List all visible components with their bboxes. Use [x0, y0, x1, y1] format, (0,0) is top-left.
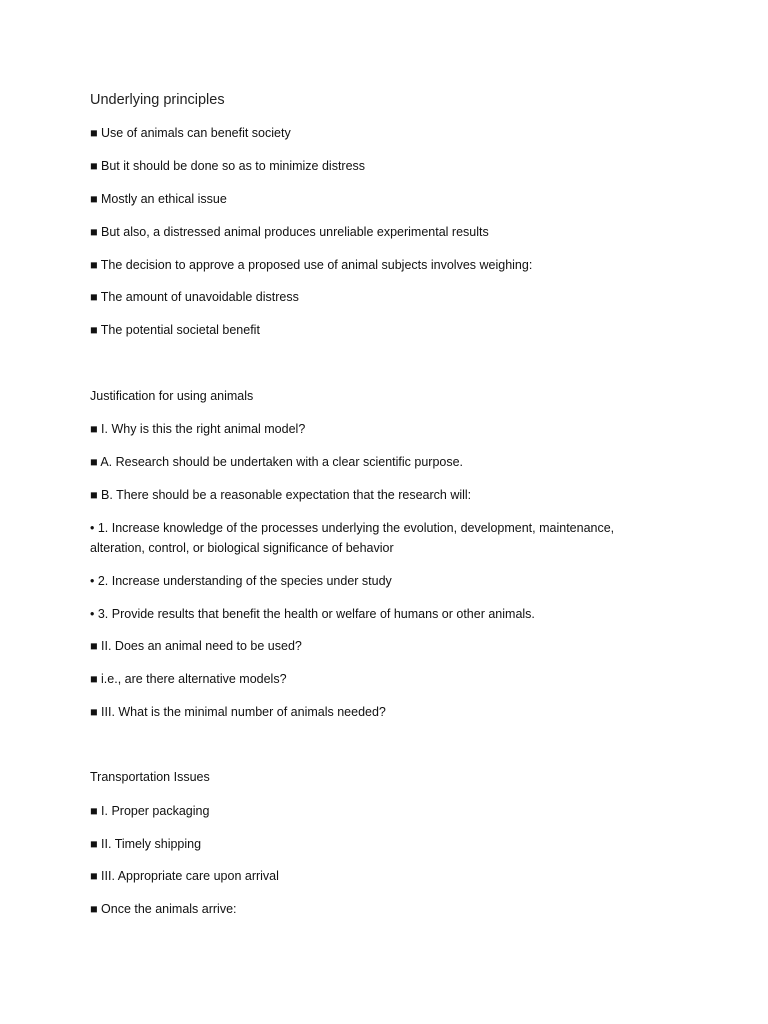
- list-item: ■ III. What is the minimal number of animals needed?: [90, 705, 386, 719]
- list-item: ■ But it should be done so as to minimize distress: [90, 159, 366, 173]
- list-item: ■ II. Does an animal need to be used?: [90, 639, 302, 653]
- list-item: ■ But also, a distressed animal produces unreliable experimental results: [90, 225, 489, 239]
- list-item: ■ I. Proper packaging: [90, 804, 210, 818]
- list-item: ■ The potential societal benefit: [90, 323, 260, 337]
- section-heading-justification: Justification for using animals: [90, 389, 254, 403]
- section-heading-underlying-principles: Underlying principles: [90, 92, 225, 108]
- list-item: ■ III. Appropriate care upon arrival: [90, 869, 279, 883]
- list-item: ■ Use of animals can benefit society: [90, 126, 291, 140]
- list-item: • 1. Increase knowledge of the processes underlying the evolution, development, maintenance, alteration, control, or biological significance of behavior: [90, 521, 615, 555]
- list-item: ■ The decision to approve a proposed use of animal subjects involves weighing:: [90, 258, 533, 272]
- list-item: ■ B. There should be a reasonable expectation that the research will:: [90, 488, 472, 502]
- list-item: ■ The amount of unavoidable distress: [90, 290, 299, 304]
- list-item: ■ I. Why is this the right animal model?: [90, 422, 306, 436]
- list-item: ■ A. Research should be undertaken with a clear scientific purpose.: [90, 455, 464, 469]
- list-item: ■ Mostly an ethical issue: [90, 192, 227, 206]
- list-item: ■ Once the animals arrive:: [90, 902, 237, 916]
- list-item: ■ II. Timely shipping: [90, 837, 202, 851]
- list-item: • 3. Provide results that benefit the health or welfare of humans or other animals.: [90, 607, 535, 621]
- section-heading-transportation: Transportation Issues: [90, 770, 210, 784]
- list-item: • 2. Increase understanding of the species under study: [90, 574, 392, 588]
- list-item: ■ i.e., are there alternative models?: [90, 672, 287, 686]
